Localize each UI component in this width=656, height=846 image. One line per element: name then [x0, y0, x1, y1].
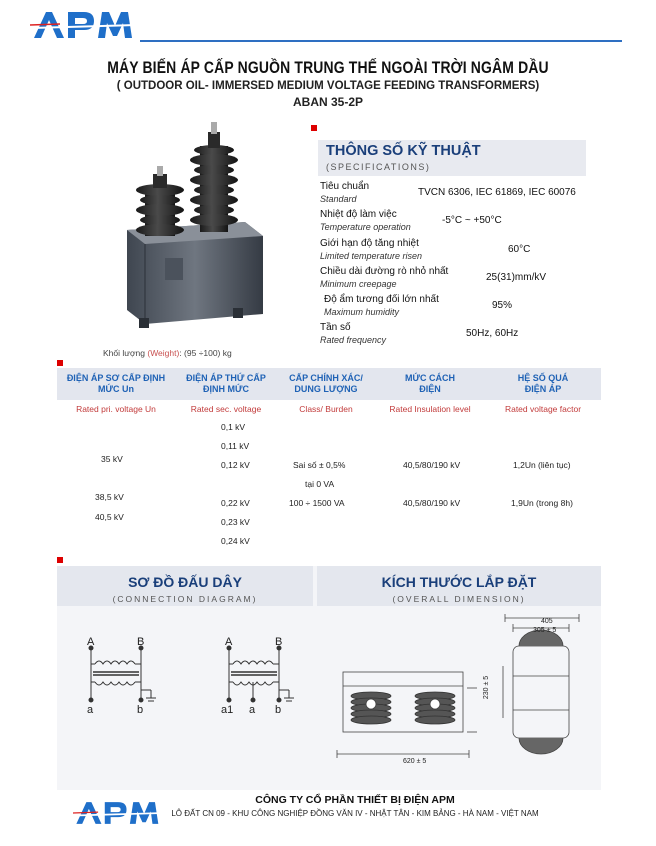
terminal-label: B: [137, 636, 145, 648]
terminal-label: A: [225, 636, 233, 648]
table-cell: 0,24 kV: [221, 536, 250, 546]
spec-label-en: Temperature operation: [320, 222, 411, 233]
specs-title: THÔNG SỐ KỸ THUẬT: [326, 143, 481, 159]
weight-line: [103, 348, 232, 358]
spec-value: 60°C: [508, 243, 531, 255]
section-marker: [311, 125, 317, 131]
dimension-base: 620 ± 5: [403, 758, 427, 765]
spec-label: Tần số: [320, 322, 351, 334]
table-cell: 0,23 kV: [221, 517, 250, 527]
spec-label-en: Minimum creepage: [320, 278, 397, 289]
table-cell: 100 ÷ 1500 VA: [289, 498, 345, 508]
table-cell: 0,12 kV: [221, 460, 250, 470]
specs-subtitle: (SPECIFICATIONS): [326, 162, 431, 172]
table-subheader-row: [57, 400, 601, 418]
dimension-height: 230 ± 5: [483, 675, 491, 700]
diagram-panel: [57, 566, 601, 790]
table-subheader-cell: Class/ Burden: [299, 404, 353, 414]
table-cell: 0,11 kV: [221, 441, 250, 451]
spec-label-en: Rated frequency: [320, 335, 387, 346]
table-subheader-cell: Rated Insulation level: [389, 404, 471, 414]
specs-header: [318, 140, 586, 176]
table-cell: 40,5/80/190 kV: [403, 498, 461, 508]
spec-row-humidity: [318, 294, 588, 322]
spec-row-frequency: [318, 322, 588, 350]
page-subtitle: ( OUTDOOR OIL- IMMERSED MEDIUM VOLTAGE FEEDING TRANSFORMERS): [116, 80, 540, 92]
spec-label: Chiều dài đường rò nhỏ nhất: [320, 265, 449, 277]
section-marker: [57, 557, 63, 563]
table-subheader-cell: Rated voltage factor: [504, 404, 582, 414]
ratings-table: [57, 368, 601, 550]
dimension-title: KÍCH THƯỚC LẮP ĐẶT: [381, 574, 537, 590]
dimension-drawing: [317, 606, 601, 790]
spec-value: TVCN 6306, IEC 61869, IEC 60076: [418, 187, 576, 198]
table-cell: Sai số ± 0,5%: [293, 460, 346, 470]
connection-diagram-header: [57, 566, 313, 606]
dimension-width-inner: 305 ± 5: [533, 627, 557, 634]
dimension-subtitle: (OVERALL DIMENSION): [392, 594, 526, 604]
spec-value: 95%: [492, 300, 513, 312]
terminal-label: b: [275, 704, 282, 716]
table-cell: 40,5 kV: [95, 512, 124, 522]
spec-label: Tiêu chuẩn: [320, 181, 370, 192]
connection-diagram-title: SƠ ĐỒ ĐẤU DÂY: [128, 574, 242, 590]
table-header-row: [57, 368, 601, 400]
terminal-label: A: [87, 636, 95, 648]
table-header-cell: ĐIỆN ÁP THỨ CẤP ĐỊNH MỨC: [186, 373, 266, 394]
spec-label: Nhiệt độ làm việc: [320, 209, 397, 221]
table-cell: 0,22 kV: [221, 498, 250, 508]
table-subheader-cell: Rated sec. voltage: [190, 404, 262, 414]
table-header-cell: CẤP CHÍNH XÁC/ DUNG LƯỢNG: [289, 373, 363, 394]
apm-logo: [30, 8, 140, 42]
table-header-cell: ĐIỆN ÁP SƠ CẤP ĐỊNH MỨC Un: [66, 373, 166, 394]
terminal-label: B: [275, 636, 283, 648]
spec-label: Giới hạn độ tăng nhiệt: [320, 237, 419, 249]
spec-label-en: Limited temperature risen: [320, 250, 423, 261]
section-marker: [57, 360, 63, 366]
terminal-label: a: [87, 704, 94, 716]
model-number: ABAN 35-2P: [292, 95, 364, 109]
connection-diagram-subtitle: (CONNECTION DIAGRAM): [112, 594, 258, 604]
table-body: [57, 418, 601, 550]
header-rule: [140, 40, 622, 42]
table-cell: 40,5/80/190 kV: [403, 460, 461, 470]
spec-label-en: Standard: [320, 194, 357, 204]
table-cell: 35 kV: [101, 454, 123, 464]
terminal-label: a: [249, 704, 256, 716]
spec-label: Độ ẩm tương đối lớn nhất: [324, 294, 439, 306]
table-cell: 0,1 kV: [221, 422, 246, 432]
dimension-header: [317, 566, 601, 606]
connection-diagram: [57, 606, 313, 790]
terminal-label: a1: [221, 704, 234, 716]
spec-value: 50Hz, 60Hz: [466, 328, 519, 340]
table-cell: 1,9Un (trong 8h): [511, 498, 573, 508]
page-title: MÁY BIẾN ÁP CẤP NGUỒN TRUNG THẾ NGOÀI TRỜI NGÂM DẦU: [107, 58, 549, 77]
spec-label-en: Maximum humidity: [324, 307, 400, 318]
spec-row-creepage: [318, 266, 588, 294]
weight-label: Khối lượng: [103, 348, 145, 358]
spec-value: -5°C ~ +50°C: [442, 215, 502, 227]
spec-row-standard: [318, 181, 588, 209]
table-header-cell: MỨC CÁCH ĐIỆN: [405, 373, 455, 394]
spec-value: 25(31)mm/kV: [486, 271, 547, 283]
company-address: LÔ ĐẤT CN 09 - KHU CÔNG NGHIỆP ĐỒNG VĂN IV - NHẬT TÂN - KIM BẢNG - HÀ NAM - VIỆT NAM: [171, 809, 539, 818]
transformer-product-image: [105, 118, 285, 336]
weight-label-en: (Weight): [147, 348, 180, 358]
dimension-width-total: 405: [541, 618, 553, 625]
table-subheader-cell: Rated pri. voltage Un: [76, 404, 156, 414]
spec-row-temperature: [318, 209, 588, 237]
table-cell: 1,2Un (liên tục): [513, 460, 571, 470]
spec-row-temperature-rise: [318, 238, 588, 266]
weight-value: : (95 ÷100) kg: [179, 348, 232, 358]
company-name: CÔNG TY CỔ PHẦN THIẾT BỊ ĐIỆN APM: [255, 794, 455, 806]
specs-list: [318, 181, 588, 351]
terminal-label: b: [137, 704, 144, 716]
table-cell: 38,5 kV: [95, 492, 124, 502]
table-header-cell: HỆ SỐ QUÁ ĐIỆN ÁP: [517, 373, 569, 394]
table-cell: tại 0 VA: [305, 479, 335, 489]
